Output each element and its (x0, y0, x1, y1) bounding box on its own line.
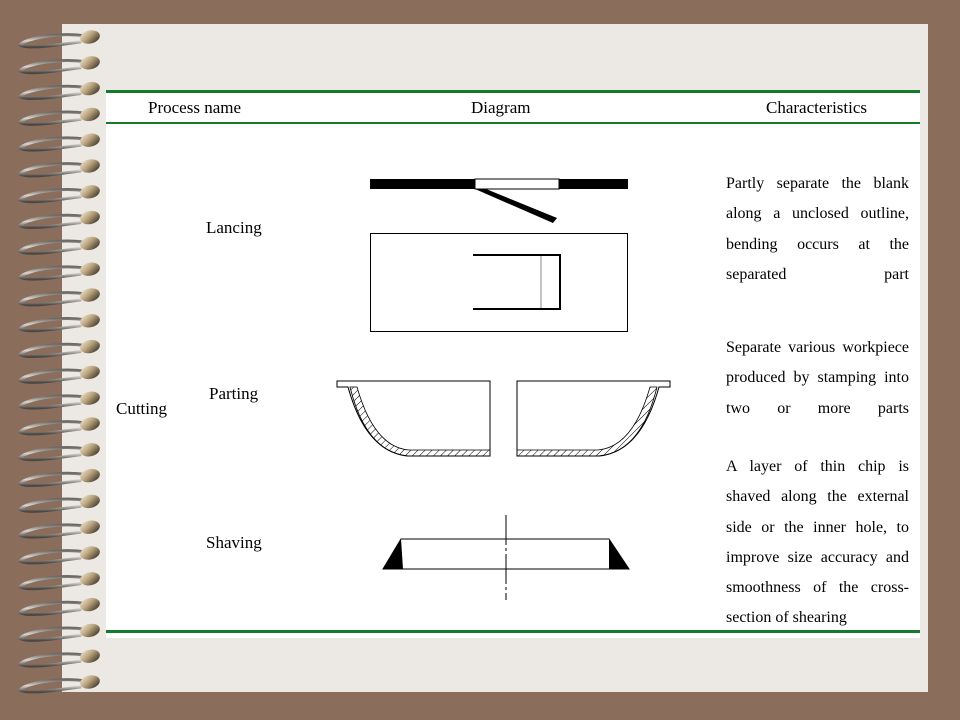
header-process-name: Process name (148, 98, 242, 117)
binding-coil (20, 545, 101, 563)
binding-coil (20, 338, 101, 356)
binding-coil (20, 261, 101, 279)
characteristics-lancing: Partly separate the blank along a unclosed outline, bending occurs at the separated part (726, 175, 909, 283)
category-cutting: Cutting (116, 399, 168, 418)
characteristics-parting: Separate various workpiece produced by stamping into two or more parts (726, 339, 909, 417)
binding-coil (20, 390, 101, 408)
binding-coil (20, 287, 101, 305)
diagram-drawings (106, 90, 920, 638)
binding-coil (20, 209, 101, 227)
binding-coil (20, 467, 101, 485)
header-characteristics: Characteristics (766, 98, 868, 117)
binding-coil (20, 441, 101, 459)
binding-coil (20, 158, 101, 176)
binding-coil (20, 648, 101, 666)
binding-coil (20, 622, 101, 640)
binding-coil (20, 235, 101, 253)
header-diagram: Diagram (471, 98, 531, 117)
binding-coil (20, 54, 101, 72)
binding-coil (20, 29, 101, 47)
binding-coil (20, 519, 101, 537)
process-parting: Parting (209, 384, 259, 403)
lancing-plan-diagram (371, 234, 628, 332)
binding-coil (20, 106, 101, 124)
binding-coil (20, 596, 101, 614)
binding-coil (20, 183, 101, 201)
process-table (106, 90, 920, 638)
binding-coil (20, 493, 101, 511)
process-shaving: Shaving (206, 533, 262, 552)
binding-coil (20, 80, 101, 98)
lancing-section-diagram (370, 179, 628, 223)
binding-coil (20, 416, 101, 434)
slide-page (62, 24, 928, 692)
binding-coil (20, 674, 101, 692)
characteristics-shaving: A layer of thin chip is shaved along the external side or the inner hole, to improve size accuracy and smoothness of the cross-section of shearing (726, 458, 909, 627)
binding-coil (20, 312, 101, 330)
spiral-binding (0, 0, 110, 720)
shaving-diagram (383, 515, 629, 600)
binding-coil (20, 364, 101, 382)
binding-coil (20, 570, 101, 588)
binding-coil (20, 132, 101, 150)
process-lancing: Lancing (206, 218, 262, 237)
parting-diagram (337, 381, 670, 456)
